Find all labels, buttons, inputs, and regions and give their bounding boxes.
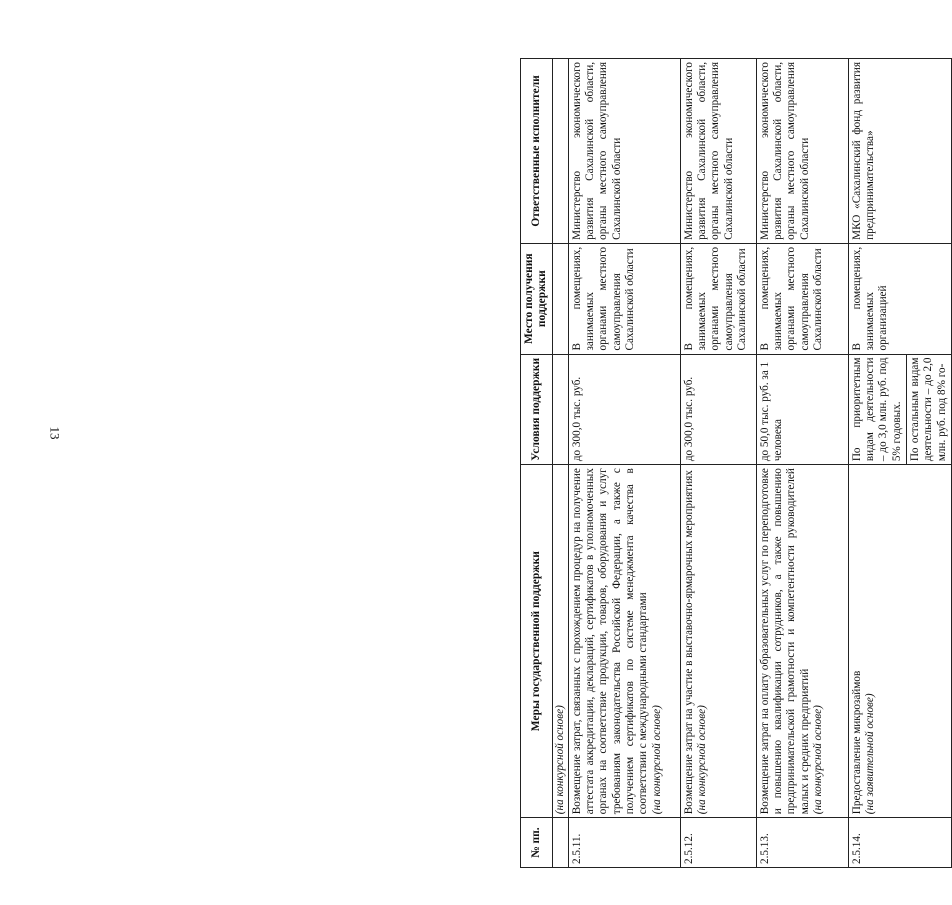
row-place: В помещениях, занимаемых органами местного самоуправления Сахалинской области bbox=[680, 243, 756, 354]
row-place: В помещениях, занимаемых органами местного самоуправления Сахалинской области bbox=[756, 243, 848, 354]
row-executor: МКО «Сахалинский фонд развития предпринимательства» bbox=[848, 59, 951, 244]
support-measures-table bbox=[520, 58, 952, 868]
row-note: (на конкурсной основе) bbox=[696, 705, 709, 815]
header-measures: Меры государственной поддержки bbox=[521, 465, 553, 818]
row-measure: Возмещение затрат на участие в выставочно-ярмарочных мероприятиях bbox=[682, 470, 695, 815]
header-place: Место получения поддержки bbox=[521, 243, 553, 354]
row-measure: Предоставление микрозаймов bbox=[850, 670, 863, 815]
header-num: № пп. bbox=[521, 818, 553, 868]
table-row-note bbox=[552, 59, 568, 868]
row-note: (на конкурсной основе) bbox=[650, 705, 663, 815]
table-row bbox=[756, 59, 848, 868]
row-condition: до 300,0 тыс. руб. bbox=[568, 354, 680, 465]
header-conditions: Условия поддержки bbox=[521, 354, 553, 465]
row-measure: Возмещение затрат на оплату образовательных услуг по переподготовке и повышению квалификации сотрудников, а также повышению предпринимательской грамотности и компетентности руководителей малых и средних предприятий bbox=[758, 468, 811, 815]
page-number: 13 bbox=[47, 426, 63, 440]
row-number: 2.5.12. bbox=[680, 818, 756, 868]
table-row bbox=[568, 59, 680, 868]
row-number: 2.5.13. bbox=[756, 818, 848, 868]
row-note: (на заявительной основе) bbox=[864, 693, 877, 815]
row-condition: до 50,0 тыс. руб. за 1 человека bbox=[756, 354, 848, 465]
row-condition-b: По остальным видам деятельности – до 2,0 млн. руб. под 8% го- bbox=[909, 357, 948, 462]
row-condition: до 300,0 тыс. руб. bbox=[680, 354, 756, 465]
row-number: 2.5.14. bbox=[848, 818, 951, 868]
rotated-table-page bbox=[520, 58, 948, 868]
row-note: (на конкурсной основе) bbox=[812, 705, 825, 815]
row-executor: Министерство экономического развития Сахалинской области, органы местного самоуправления Сахалинской области bbox=[680, 59, 756, 244]
header-executors: Ответственные исполнители bbox=[521, 59, 553, 244]
row-number: 2.5.11. bbox=[568, 818, 680, 868]
row-condition-a: По приоритетным видам деятельности – до 3,0 млн. руб. под 5% годовых. bbox=[849, 355, 907, 465]
top-note: (на конкурсной основе) bbox=[553, 705, 566, 815]
row-measure: Возмещение затрат, связанных с прохождением процедур на получение аттестата аккредитации, деклараций, сертификатов в уполномоченных органах на соответствие продукции, товаров, оборудования и услуг требованиям законодательства Российской Федерации, а также с получением сертификатов по системе менеджмента качества в соответствии с международными стандартами bbox=[570, 468, 650, 815]
table-row bbox=[680, 59, 756, 868]
table-header-row bbox=[521, 59, 553, 868]
row-place: В помещениях, занимаемых органами местного самоуправления Сахалинской области bbox=[568, 243, 680, 354]
row-place: В помещениях, занимаемых организацией bbox=[848, 243, 951, 354]
table-row bbox=[848, 59, 951, 868]
row-executor: Министерство экономического развития Сахалинской области, органы местного самоуправления Сахалинской области bbox=[568, 59, 680, 244]
row-executor: Министерство экономического развития Сахалинской области, органы местного самоуправления Сахалинской области bbox=[756, 59, 848, 244]
